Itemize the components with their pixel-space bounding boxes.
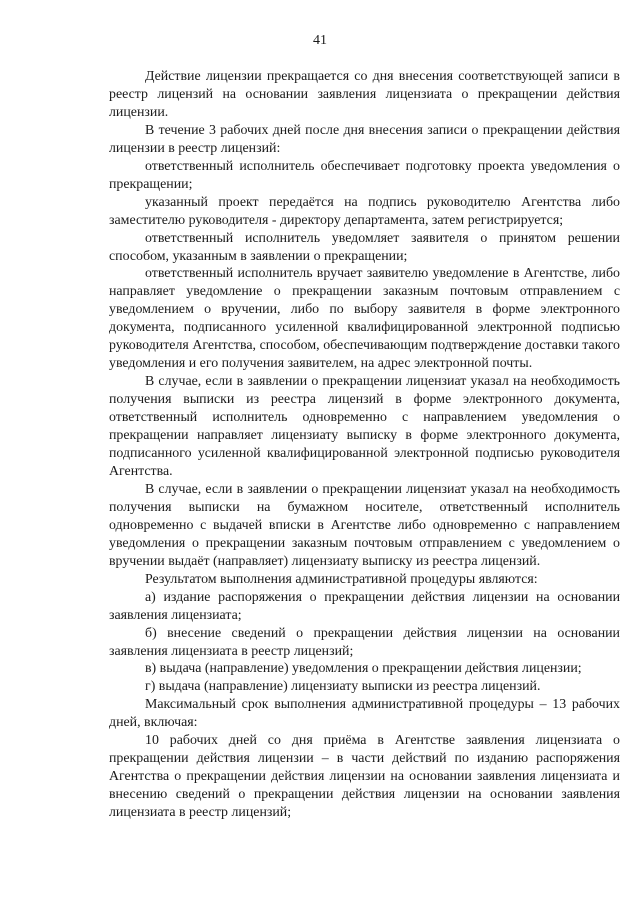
paragraph-three-days: В течение 3 рабочих дней после дня внесения записи о прекращении действия лицензии в реестр лицензий: bbox=[109, 122, 620, 156]
paragraph-results-intro: Результатом выполнения административной процедуры являются: bbox=[145, 571, 538, 587]
paragraph-electronic-extract: В случае, если в заявлении о прекращении лицензиат указал на необходимость получения выписки из реестра лицензий в форме электронного документа, ответственный исполнитель одновременно с направлением уведомления о прекращении направляет лицензиату выписку в форме электронного документа, подписанного усиленной квалифицированной электронной подписью руководителя Агентства. bbox=[109, 374, 620, 479]
paragraph-deliver-notice: ответственный исполнитель вручает заявителю уведомление в Агентстве, либо направляет уведомление о прекращении заказным почтовым отправлением с уведомлением о вручении, либо по выбору заявителя в форме электронного документа, подписанного усиленной квалифицированной электронной подписью руководителя Агентства, способом, обеспечивающим подтверждение доставки такого уведомления и его получения заявителем, на адрес электронной почты. bbox=[109, 266, 620, 372]
result-item-b: б) внесение сведений о прекращении действия лицензии на основании заявления лицензиата в реестр лицензий; bbox=[109, 625, 620, 659]
paragraph-prepare-draft: ответственный исполнитель обеспечивает подготовку проекта уведомления о прекращении; bbox=[109, 158, 620, 192]
paragraph-paper-extract: В случае, если в заявлении о прекращении лицензиат указал на необходимость получения выписки на бумажном носителе, ответственный исполнитель одновременно с выдачей вписки в Агентстве либо одновременно с направлением уведомления о прекращении заказным почтовым отправлением с уведомлением о вручении выдаёт (направляет) лицензиату выписку из реестра лицензий. bbox=[109, 481, 620, 569]
paragraph-sign-draft: указанный проект передаётся на подпись руководителю Агентства либо заместителю руководителя - директору департамента, затем регистрируется; bbox=[109, 194, 620, 228]
result-item-g: г) выдача (направление) лицензиату выписки из реестра лицензий. bbox=[145, 679, 541, 695]
paragraph-max-term: Максимальный срок выполнения административной процедуры – 13 рабочих дней, включая: bbox=[109, 697, 620, 731]
page-number: 41 bbox=[313, 33, 327, 48]
paragraph-termination-rule: Действие лицензии прекращается со дня внесения соответствующей записи в реестр лицензий на основании заявления лицензиата о прекращении действия лицензии. bbox=[109, 69, 620, 120]
paragraph-notify-applicant: ответственный исполнитель уведомляет заявителя о принятом решении способом, указанным в заявлении о прекращении; bbox=[109, 230, 620, 264]
result-item-v: в) выдача (направление) уведомления о прекращении действия лицензии; bbox=[145, 661, 582, 677]
paragraph-ten-days: 10 рабочих дней со дня приёма в Агентстве заявления лицензиата о прекращении действия лицензии – в части действий по изданию распоряжения Агентства о прекращении действия лицензии на основании заявления лицензиата и внесению сведений о прекращении действия лицензии на основании заявления лицензиата в реестр лицензий; bbox=[109, 733, 620, 821]
document-body bbox=[109, 68, 620, 822]
result-item-a: а) издание распоряжения о прекращении действия лицензии на основании заявления лицензиата; bbox=[109, 589, 620, 623]
